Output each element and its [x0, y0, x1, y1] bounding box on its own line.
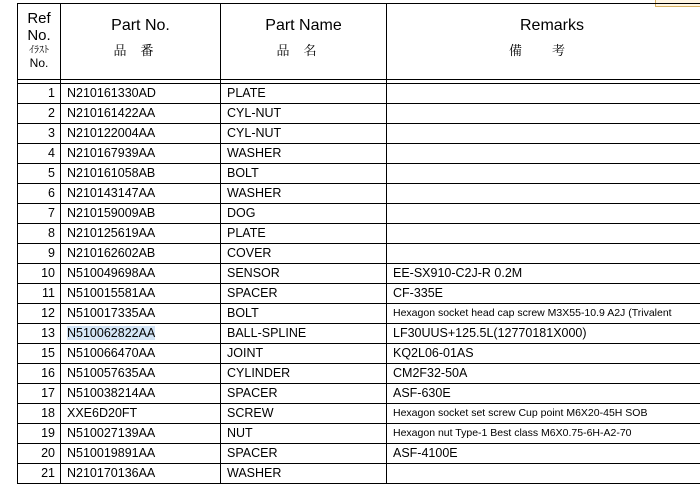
remarks-cell-text: LF30UUS+125.5L(12770181X000) [393, 326, 587, 340]
ref-cell-text: 4 [48, 146, 55, 160]
ref-cell-text: 12 [41, 306, 55, 320]
part-no-cell-text: N210159009AB [67, 206, 156, 220]
part-name-cell[interactable] [221, 84, 387, 104]
remarks-cell-text: CF-335E [393, 286, 444, 300]
part-name-cell-text: JOINT [227, 346, 264, 360]
remarks-cell-text: KQ2L06-01AS [393, 346, 474, 360]
ref-cell[interactable] [18, 284, 61, 304]
part-name-cell[interactable] [221, 144, 387, 164]
table-row[interactable] [18, 464, 700, 484]
part-no-cell[interactable] [61, 204, 221, 224]
ref-cell[interactable] [18, 424, 61, 444]
ref-cell[interactable] [18, 124, 61, 144]
ref-cell-text: 18 [41, 406, 55, 420]
ref-cell-text: 21 [41, 466, 55, 480]
table-row[interactable] [18, 84, 700, 104]
part-no-cell[interactable] [61, 264, 221, 284]
ref-cell[interactable] [18, 444, 61, 464]
table-row[interactable] [18, 204, 700, 224]
part-name-cell-text: BOLT [227, 166, 259, 180]
remarks-cell-text: Hexagon nut Type-1 Best class M6X0.75-6H-A2-70 [393, 427, 632, 439]
part-no-header [61, 4, 221, 80]
part-no-header-en: Part No. [111, 17, 170, 34]
ref-header-line2: No. [27, 27, 51, 44]
part-no-cell-text: N210143147AA [67, 186, 156, 200]
part-name-cell-text: CYLINDER [227, 366, 291, 380]
part-no-cell[interactable] [61, 144, 221, 164]
part-name-cell-text: COVER [227, 246, 272, 260]
ref-header-line4: No. [29, 56, 49, 70]
part-no-cell-text: N510027139AA [67, 426, 156, 440]
ref-cell[interactable] [18, 304, 61, 324]
part-name-cell[interactable] [221, 424, 387, 444]
ref-cell[interactable] [18, 104, 61, 124]
ref-cell-text: 13 [41, 326, 55, 340]
ref-header-jp: ｲﾗｽﾄ [29, 45, 49, 56]
part-name-cell-text: PLATE [227, 226, 266, 240]
part-name-cell[interactable] [221, 104, 387, 124]
ref-cell-text: 6 [48, 186, 55, 200]
table-row[interactable] [18, 244, 700, 264]
table-row[interactable] [18, 144, 700, 164]
table-row[interactable] [18, 224, 700, 244]
ref-cell-text: 16 [41, 366, 55, 380]
part-no-cell[interactable] [61, 104, 221, 124]
ref-no-header [18, 4, 61, 80]
part-no-cell-text: N210161330AD [67, 86, 156, 100]
part-name-cell[interactable] [221, 264, 387, 284]
remarks-cell[interactable] [387, 264, 700, 284]
part-no-cell[interactable] [61, 284, 221, 304]
ref-cell-text: 1 [48, 86, 55, 100]
table-row[interactable] [18, 344, 700, 364]
part-no-cell-text: N210122004AA [67, 126, 156, 140]
remarks-cell[interactable] [387, 184, 700, 204]
part-name-cell-text: BOLT [227, 306, 259, 320]
table-row[interactable] [18, 404, 700, 424]
remarks-cell[interactable] [387, 284, 700, 304]
table-row[interactable] [18, 284, 700, 304]
ref-cell[interactable] [18, 264, 61, 284]
part-name-cell[interactable] [221, 344, 387, 364]
remarks-cell[interactable] [387, 464, 700, 484]
remarks-cell[interactable] [387, 204, 700, 224]
part-name-cell-text: CYL-NUT [227, 126, 282, 140]
part-name-cell-text: SCREW [227, 406, 274, 420]
part-no-cell-text: N510017335AA [67, 306, 156, 320]
ref-cell-text: 10 [41, 266, 55, 280]
ref-cell-text: 2 [48, 106, 55, 120]
part-name-cell[interactable] [221, 304, 387, 324]
table-row[interactable] [18, 304, 700, 324]
part-name-cell-text: SPACER [227, 386, 278, 400]
ref-cell-text: 7 [48, 206, 55, 220]
part-no-cell-text: N210125619AA [67, 226, 156, 240]
remarks-cell[interactable] [387, 164, 700, 184]
part-no-header-jp: 品番 [113, 43, 168, 58]
ref-cell-text: 15 [41, 346, 55, 360]
ref-cell-text: 9 [48, 246, 55, 260]
part-name-cell[interactable] [221, 284, 387, 304]
part-no-cell[interactable] [61, 124, 221, 144]
part-no-cell-text: N510049698AA [67, 266, 156, 280]
remarks-cell[interactable] [387, 144, 700, 164]
part-no-cell-text: N510038214AA [67, 386, 156, 400]
remarks-cell[interactable] [387, 404, 700, 424]
remarks-cell[interactable] [387, 124, 700, 144]
ref-cell[interactable] [18, 244, 61, 264]
part-name-cell[interactable] [221, 204, 387, 224]
ref-cell[interactable] [18, 184, 61, 204]
part-name-cell[interactable] [221, 244, 387, 264]
table-row[interactable] [18, 424, 700, 444]
part-name-cell[interactable] [221, 364, 387, 384]
part-no-cell-text: N210170136AA [67, 466, 156, 480]
part-name-cell-text: WASHER [227, 466, 282, 480]
part-name-cell-text: WASHER [227, 146, 282, 160]
remarks-cell[interactable] [387, 384, 700, 404]
remarks-cell[interactable] [387, 304, 700, 324]
ref-cell-text: 5 [48, 166, 55, 180]
table-row[interactable] [18, 184, 700, 204]
part-name-cell[interactable] [221, 184, 387, 204]
part-name-cell-text: NUT [227, 426, 253, 440]
remarks-cell[interactable] [387, 324, 700, 344]
part-name-cell[interactable] [221, 464, 387, 484]
table-row[interactable] [18, 124, 700, 144]
ref-cell-text: 17 [41, 386, 55, 400]
remarks-cell[interactable] [387, 224, 700, 244]
parts-table [17, 3, 700, 484]
remarks-cell-text: Hexagon socket set screw Cup point M6X20-45H SOB [393, 407, 648, 419]
part-no-cell-text: N210167939AA [67, 146, 156, 160]
remarks-cell[interactable] [387, 344, 700, 364]
part-no-cell-text: N510015581AA [67, 286, 156, 300]
remarks-header-jp: 備考 [508, 43, 595, 58]
part-no-cell[interactable] [61, 464, 221, 484]
table-row[interactable] [18, 164, 700, 184]
ref-cell[interactable] [18, 344, 61, 364]
ref-cell-text: 11 [42, 286, 55, 300]
remarks-cell[interactable] [387, 244, 700, 264]
ref-cell[interactable] [18, 384, 61, 404]
part-name-header [221, 4, 387, 80]
table-row[interactable] [18, 364, 700, 384]
part-no-cell[interactable] [61, 244, 221, 264]
remarks-cell[interactable] [387, 104, 700, 124]
table-row[interactable] [18, 264, 700, 284]
part-name-cell[interactable] [221, 444, 387, 464]
ref-cell[interactable] [18, 84, 61, 104]
ref-cell[interactable] [18, 324, 61, 344]
part-name-cell[interactable] [221, 124, 387, 144]
ref-cell[interactable] [18, 464, 61, 484]
part-no-cell[interactable] [61, 444, 221, 464]
part-name-cell[interactable] [221, 224, 387, 244]
remarks-cell-text: EE-SX910-C2J-R 0.2M [393, 266, 523, 280]
part-name-cell-text: CYL-NUT [227, 106, 282, 120]
part-name-cell-text: SENSOR [227, 266, 280, 280]
remarks-cell-text: ASF-630E [393, 386, 451, 400]
part-name-cell-text: PLATE [227, 86, 266, 100]
part-name-cell[interactable] [221, 164, 387, 184]
part-no-cell-text: N210161422AA [67, 106, 156, 120]
part-no-cell[interactable] [61, 344, 221, 364]
part-name-header-en: Part Name [265, 17, 342, 34]
part-name-cell-text: WASHER [227, 186, 282, 200]
part-name-cell-text: SPACER [227, 286, 278, 300]
ref-cell[interactable] [18, 164, 61, 184]
remarks-cell[interactable] [387, 424, 700, 444]
ref-cell-text: 19 [41, 426, 55, 440]
table-row[interactable] [18, 384, 700, 404]
part-no-cell[interactable] [61, 224, 221, 244]
ref-header-line1: Ref [27, 10, 51, 27]
remarks-cell[interactable] [387, 444, 700, 464]
remarks-cell[interactable] [387, 84, 700, 104]
ref-cell[interactable] [18, 224, 61, 244]
part-no-cell-text: N210161058AB [67, 166, 156, 180]
part-no-cell-text: N510057635AA [67, 366, 156, 380]
ref-cell[interactable] [18, 144, 61, 164]
part-name-cell-text: SPACER [227, 446, 278, 460]
remarks-cell-text: Hexagon socket head cap screw M3X55-10.9 A2J (Trivalent [393, 307, 672, 319]
part-no-cell[interactable] [61, 184, 221, 204]
remarks-header [387, 4, 700, 80]
part-name-cell[interactable] [221, 324, 387, 344]
part-no-cell[interactable] [61, 164, 221, 184]
part-name-cell-text: DOG [227, 206, 256, 220]
ref-cell-text: 8 [48, 226, 55, 240]
table-row[interactable] [18, 444, 700, 464]
ref-cell-text: 20 [41, 446, 55, 460]
table-row[interactable] [18, 104, 700, 124]
part-no-cell-text: XXE6D20FT [67, 406, 138, 420]
part-no-cell-text: N210162602AB [67, 246, 156, 260]
remarks-cell-text: CM2F32-50A [393, 366, 468, 380]
remarks-header-en: Remarks [519, 17, 584, 34]
part-name-header-jp: 品名 [276, 43, 331, 58]
part-no-cell-text: N510066470AA [67, 346, 156, 360]
part-no-cell[interactable] [61, 404, 221, 424]
ref-cell-text: 3 [48, 126, 55, 140]
part-no-cell-text: N510019891AA [67, 446, 156, 460]
part-name-cell[interactable] [221, 384, 387, 404]
part-no-cell[interactable] [61, 324, 221, 344]
remarks-cell-text: ASF-4100E [393, 446, 458, 460]
part-no-cell[interactable] [61, 424, 221, 444]
ref-cell[interactable] [18, 404, 61, 424]
part-no-cell[interactable] [61, 84, 221, 104]
part-name-cell-text: BALL-SPLINE [227, 326, 307, 340]
part-name-cell[interactable] [221, 404, 387, 424]
part-no-cell[interactable] [61, 364, 221, 384]
part-no-cell-text: N510062822AA [67, 326, 156, 340]
ref-cell[interactable] [18, 204, 61, 224]
ref-cell[interactable] [18, 364, 61, 384]
part-no-cell[interactable] [61, 304, 221, 324]
remarks-cell[interactable] [387, 364, 700, 384]
table-row[interactable] [18, 324, 700, 344]
part-no-cell[interactable] [61, 384, 221, 404]
header-row [18, 4, 700, 80]
